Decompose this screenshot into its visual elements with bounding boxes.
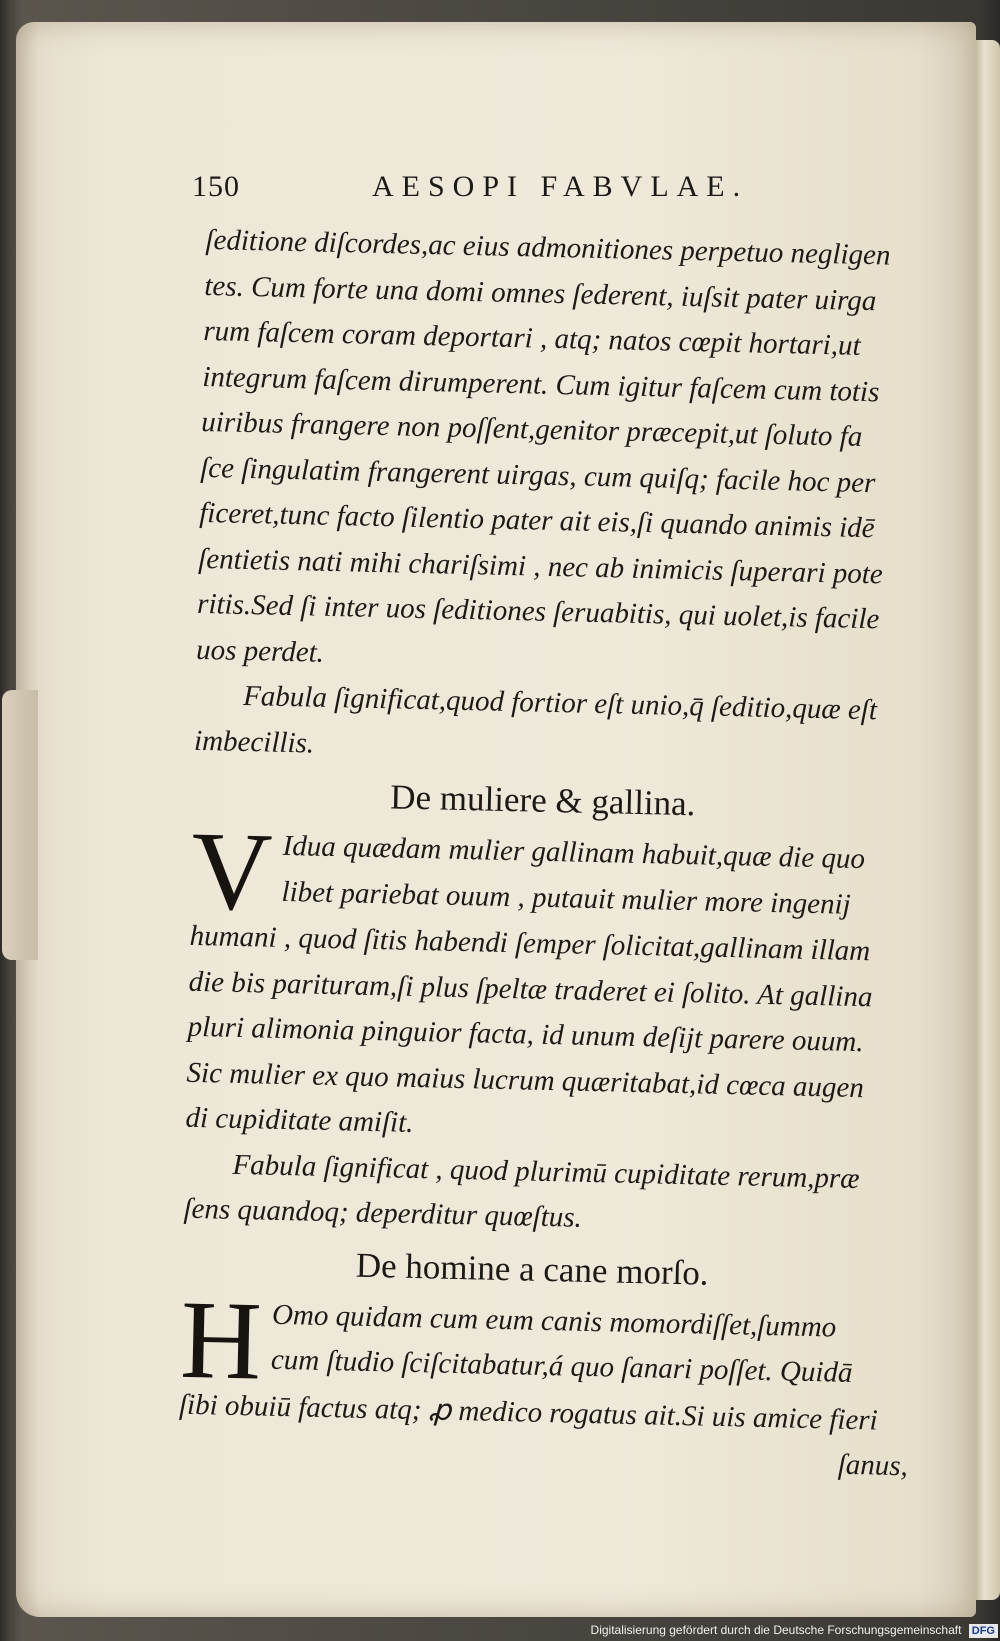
moral-line: imbecillis. bbox=[193, 724, 315, 760]
page-number: 150 bbox=[192, 170, 240, 203]
catchword: ſanus, bbox=[837, 1448, 909, 1483]
text-line: ſibi obuiū factus atq; ꝓ medico rogatus ait.Si uis amice fieri bbox=[178, 1388, 879, 1437]
moral-line: Fabula ſignificat , quod plurimū cupiditate rerum,præ bbox=[232, 1148, 860, 1195]
text-line: pluri alimonia pinguior facta, id unum deſijt parere ouum. bbox=[187, 1010, 864, 1059]
text-line: ficeret,tunc facto ſilentio pater ait eis,ſi quando animis idē bbox=[198, 496, 875, 545]
fable2-moral bbox=[183, 1141, 925, 1249]
text-line: libet pariebat ouum , putauit mulier more ingenij bbox=[281, 875, 852, 921]
text-line: tes. Cum forte una domi omnes ſederent, iuſsit pater uirga bbox=[204, 269, 877, 317]
fable3-heading: De homine a cane morſo. bbox=[355, 1245, 710, 1293]
moral-line: ſens quandoq; deperditur quœſtus. bbox=[183, 1192, 583, 1234]
page-header bbox=[192, 170, 852, 218]
fable3-dropcap: H bbox=[179, 1277, 263, 1404]
fable2-heading: De muliere & gallina. bbox=[389, 777, 696, 824]
moral-line: Fabula ſignificat,quod fortior eſt unio,q̄ ſeditio,quæ eſt bbox=[242, 679, 878, 727]
next-page-edge bbox=[974, 40, 1000, 1600]
text-line: ſentietis nati mihi chariſsimi , nec ab inimicis ſuperari pote bbox=[197, 542, 884, 590]
text-line: rum faſcem coram deportari , atq; natos cœpit hortari,ut bbox=[203, 314, 861, 362]
text-line: uiribus frangere non poſſent,genitor præcepit,ut ſoluto fa bbox=[201, 405, 863, 453]
fable3-text bbox=[178, 1277, 922, 1490]
text-line: integrum faſcem dirumperent. Cum igitur faſcem cum totis bbox=[202, 360, 880, 408]
fable2-dropcap: V bbox=[189, 808, 274, 935]
credit-text: Digitalisierung gefördert durch die Deutsche Forschungsgemeinschaft bbox=[590, 1623, 962, 1637]
text-line: ſeditione diſcordes,ac eius admonitiones perpetuo negligen bbox=[205, 223, 891, 272]
text-line: cum ſtudio ſciſcitabatur,á quo ſanari poſſet. Quidā bbox=[270, 1343, 853, 1389]
running-title: AESOPI FABVLAE. bbox=[372, 170, 749, 203]
page-tab bbox=[2, 690, 38, 960]
text-line: Omo quidam cum eum canis momordiſſet,ſummo bbox=[271, 1298, 837, 1344]
digitization-credit bbox=[580, 1620, 998, 1640]
text-line: humani , quod ſitis habendi ſemper ſolicitat,gallinam illam bbox=[189, 919, 871, 968]
fable1-text bbox=[196, 218, 946, 690]
text-line: di cupiditate amiſit. bbox=[185, 1101, 414, 1139]
text-line: Sic mulier ex quo maius lucrum quæritabat,id cœca augen bbox=[186, 1056, 865, 1104]
text-line: ſce ſingulatim frangerent uirgas, cum quiſq; facile hoc per bbox=[199, 451, 876, 499]
page-text bbox=[178, 218, 946, 1490]
text-line: Idua quædam mulier gallinam habuit,quæ die quo bbox=[282, 829, 866, 876]
fable1-moral bbox=[194, 673, 936, 781]
text-line: ritis.Sed ſi inter uos ſeditiones ſeruabitis, qui uolet,is facile bbox=[196, 587, 880, 636]
dfg-logo: DFG bbox=[969, 1624, 998, 1638]
text-line: uos perdet. bbox=[195, 633, 325, 669]
fable2-text bbox=[185, 808, 932, 1158]
text-line: die bis parituram,ſi plus ſpeltæ traderet ei ſolito. At gallina bbox=[188, 965, 873, 1013]
